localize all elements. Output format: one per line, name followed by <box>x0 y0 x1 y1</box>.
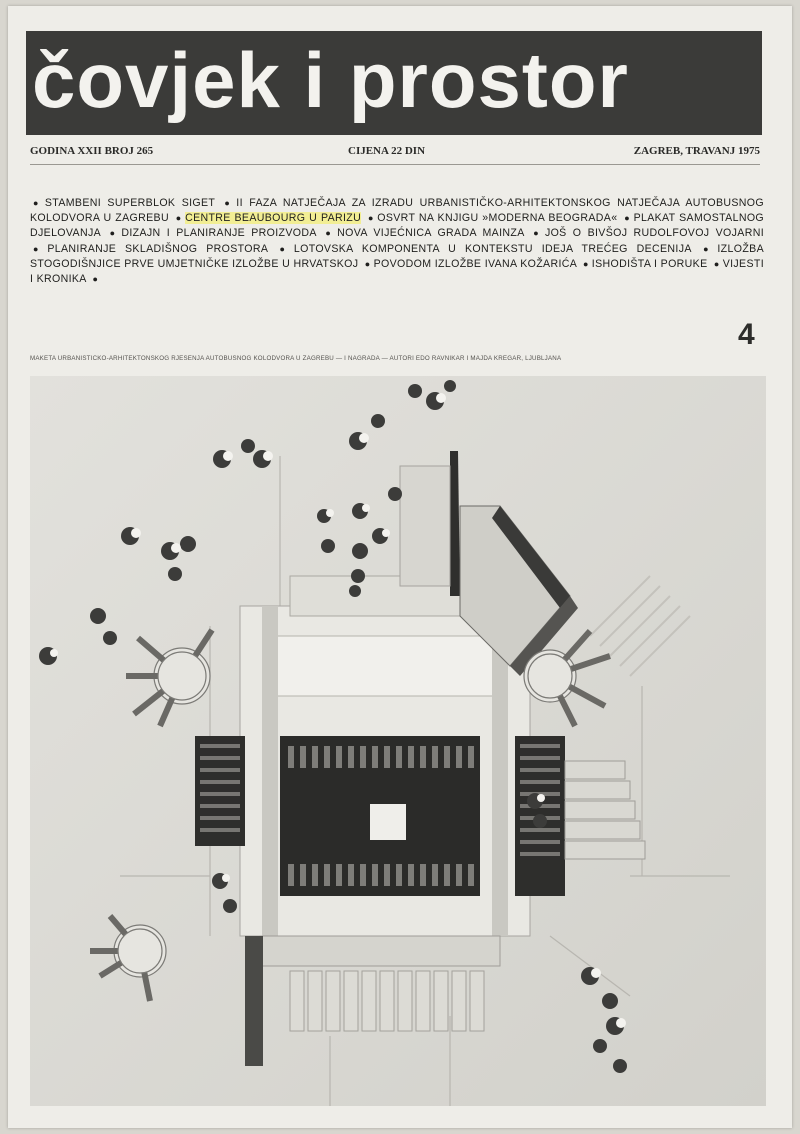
contents-item: PLANIRANJE SKLADIŠNOG PROSTORA <box>47 242 268 255</box>
place-date: ZAGREB, TRAVANJ 1975 <box>633 145 760 157</box>
bullet-icon: ● <box>279 243 291 254</box>
contents-item: DIZAJN I PLANIRANJE PROIZVODA <box>121 227 317 240</box>
bullet-icon: ● <box>33 198 42 208</box>
contents-item: CENTRE BEAUBOURG U PARIZU <box>185 212 362 225</box>
bullet-icon: ● <box>582 258 589 269</box>
contents-item: JOŠ O BIVŠOJ RUDOLFOVOJ VOJARNI <box>544 227 765 240</box>
cover-photo-model <box>30 376 766 1106</box>
bullet-icon: ● <box>533 228 542 239</box>
bullet-icon: ● <box>713 258 720 269</box>
contents-item: STAMBENI SUPERBLOK SIGET <box>44 197 216 209</box>
bullet-icon: ● <box>175 213 183 224</box>
contents-item: II FAZA NATJEČAJA ZA IZRADU URBANISTIČKO-ARHITEKTONSKOG NATJEČAJA AUTOBUSNOG KOLODVORA U ZAGREBU <box>30 197 764 225</box>
table-of-contents <box>30 196 764 287</box>
contents-item: LOTOVSKA KOMPONENTA U KONTEKSTU IDEJA TREĆEG DECENIJA <box>293 242 692 255</box>
bullet-icon: ● <box>703 243 715 254</box>
volume-issue: GODINA XXII BROJ 265 <box>30 145 154 157</box>
contents-item: IZLOŽBA STOGODIŠNJICE PRVE UMJETNIČKE IZLOŽBE U HRVATSKOJ <box>30 242 764 270</box>
photo-caption: MAKETA URBANISTIČKO-ARHITEKTONSKOG RJEŠENJA AUTOBUSNOG KOLODVORA U ZAGREBU — I NAGRADA — AUTORI EDO RAVNIKAR I MAJDA KREGAR, LJUBLJANA <box>30 355 562 362</box>
magazine-title: čovjek i prostor <box>32 36 629 124</box>
bullet-icon: ● <box>367 213 375 224</box>
contents-item: ISHODIŠTA I PORUKE <box>591 257 708 270</box>
issue-number: 4 <box>738 318 755 351</box>
price: CIJENA 22 DIN <box>348 145 426 157</box>
magazine-cover <box>8 6 792 1128</box>
divider <box>30 164 760 165</box>
issue-info-line <box>30 145 760 161</box>
architectural-model-image <box>30 376 766 1106</box>
contents-item: POVODOM IZLOŽBE IVANA KOŽARIĆA <box>373 257 577 270</box>
bullet-icon: ● <box>624 213 631 224</box>
bullet-icon: ● <box>33 243 45 254</box>
contents-item: OSVRT NA KNJIGU »MODERNA BEOGRADA« <box>377 212 618 225</box>
contents-item: NOVA VIJEĆNICA GRADA MAINZA <box>337 227 525 240</box>
bullet-icon: ● <box>224 198 234 208</box>
bullet-icon: ● <box>109 228 119 239</box>
contents-item: VIJESTI I KRONIKA <box>30 257 765 286</box>
bullet-icon: ● <box>364 258 371 269</box>
bullet-icon: ● <box>92 274 99 285</box>
contents-item: PLAKAT SAMOSTALNOG DJELOVANJA <box>30 212 764 240</box>
masthead <box>26 31 762 135</box>
bullet-icon: ● <box>325 228 335 239</box>
